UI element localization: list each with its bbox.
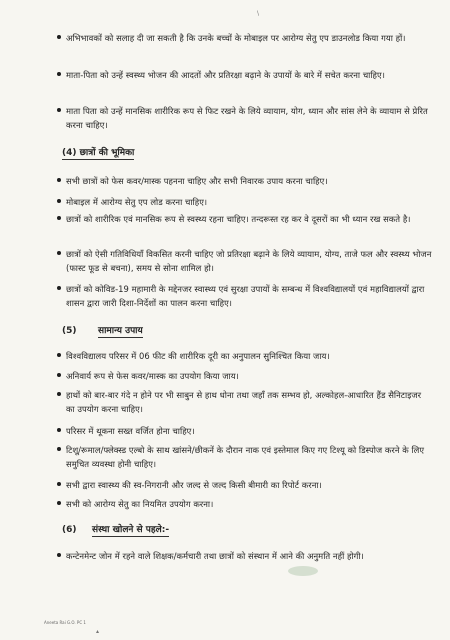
list-item: छात्रों को कोविड-19 महामारी के मद्देनजर स्वास्थ्य एवं सुरक्षा उपायों के सम्बन्ध में विश्वविद्यालयों एवं महाविद्यालयों द्वारा शासन द्वारा जारी दिशा-निर्देशों का पालन करना चाहिए। [66, 282, 432, 310]
bullet-dot-icon [57, 216, 61, 220]
bullet-dot-icon [57, 108, 61, 112]
bullet-dot-icon [57, 553, 61, 557]
bullet-dot-icon [57, 251, 61, 255]
ink-stamp-mark [288, 566, 318, 576]
bullet-dot-icon [57, 286, 61, 290]
list-item: परिसर में थूकना सख्त वर्जित होना चाहिए। [66, 424, 432, 438]
list-item: छात्रों को ऐसी गतिविधियाँ विकसित करनी चाहिए जो प्रतिरक्षा बढ़ाने के लिये व्यायाम, योग्य, ताजे फल और स्वस्थ्य भोजन (फास्ट फूड से बचना), समय से सोना शामिल हो। [66, 247, 432, 275]
section-number: (5) [62, 326, 77, 336]
bullet-dot-icon [57, 178, 61, 182]
list-item: टिशू/रूमाल/फ्लेक्स्ड एल्बो के साथ खांसने/छीकनें के दौरान नाक एवं इस्तेमाल किए गए टिश्यू को डिस्पोज करने के लिए समुचित व्यवस्था होनी चाहिए। [66, 443, 432, 471]
list-item: कन्टेनमेन्ट जोन में रहने वाले शिक्षक/कर्मचारी तथा छात्रों को संस्थान में आने की अनुमति नहीं होगी। [66, 549, 432, 563]
list-item: सभी छात्रों को फेस कवर/मास्क पहनना चाहिए और सभी निवारक उपाय करना चाहिए। [66, 174, 432, 188]
section-heading: (4) छात्रों की भूमिका [62, 148, 135, 158]
list-item: छात्रों को शारीरिक एवं मानसिक रूप से स्वस्थ्य रहना चाहिए। तन्दरूस्त रह कर वे दूसरों का भी ध्यान रख सकते है। [66, 212, 432, 226]
bullet-dot-icon [57, 482, 61, 486]
list-item: सभी द्वारा स्वास्थ्य की स्व-निगरानी और जल्द से जल्द किसी बीमारी का रिपोर्ट करना। [66, 478, 432, 492]
list-item: मोबाइल में आरोग्य सेतु एप लोड करना चाहिए। [66, 195, 432, 209]
bullet-dot-icon [57, 447, 61, 451]
list-item: विश्वविद्यालय परिसर में 06 फीट की शारीरिक दूरी का अनुपालन सुनिश्चित किया जाय। [66, 349, 432, 363]
list-item: माता पिता को उन्हें मानसिक शारीरिक रूप से फिट रखने के लिये व्यायाम, योग, ध्यान और सांस लेने के व्यायाम से प्रेरित करना चाहिए। [66, 104, 432, 132]
bullet-dot-icon [57, 72, 61, 76]
section-number: (6) [62, 525, 77, 535]
section-heading: संस्था खोलने से पहले:- [92, 525, 170, 535]
section-heading: सामान्य उपाय [98, 326, 143, 336]
bullet-dot-icon [57, 428, 61, 432]
scan-mark: ▴ [96, 628, 100, 635]
bullet-dot-icon [57, 35, 61, 39]
list-item: हाथों को बार-बार गंदे न होने पर भी साबुन से हाथ धोना तथा जहाँ तक सम्भव हो, अल्कोहल-आधारित हैंड सैनिटाइजर का उपयोग करना चाहिए। [66, 388, 432, 416]
list-item: सभी को आरोग्य सेतु का नियमित उपयोग करना। [66, 497, 432, 511]
scan-mark: \ [257, 10, 260, 17]
bullet-dot-icon [57, 199, 61, 203]
list-item: माता-पिता को उन्हें स्वस्थ्य भोजन की आदतों और प्रतिरक्षा बढ़ाने के उपायों के बारे में सचेत करना चाहिए। [66, 68, 432, 82]
bullet-dot-icon [57, 501, 61, 505]
footer-note: Aneeta Rai G.O. PC 1 [44, 620, 86, 625]
bullet-dot-icon [57, 373, 61, 377]
list-item: अभिभावकों को सलाह दी जा सकती है कि उनके बच्चों के मोबाइल पर आरोग्य सेतु एप डाउनलोड किया गया हों। [66, 31, 432, 45]
list-item: अनिवार्य रूप से फेस कवर/मास्क का उपयोग किया जाय। [66, 369, 432, 383]
bullet-dot-icon [57, 353, 61, 357]
bullet-dot-icon [57, 392, 61, 396]
